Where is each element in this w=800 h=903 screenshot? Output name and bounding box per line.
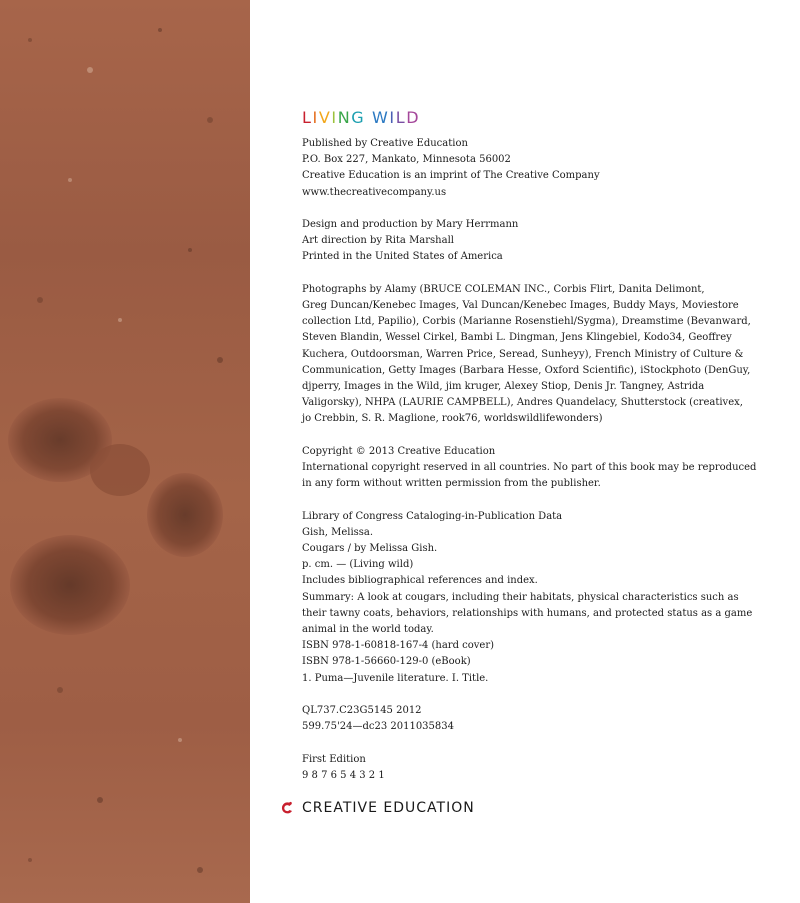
- classification-numbers: [302, 703, 742, 735]
- photo-credit-line: Communication, Getty Images (Barbara Hesse, Oxford Scientific), iStockphoto (DenGuy,: [302, 364, 751, 376]
- cataloging-line: Library of Congress Cataloging-in-Publication Data: [302, 510, 563, 522]
- photo-credit-line: Steven Blandin, Wessel Cirkel, Bambi L. Dingman, Jens Klingebiel, Kodo34, Geoffrey: [302, 332, 732, 344]
- series-title-letter: V: [318, 108, 332, 127]
- cataloging-line: p. cm. — (Living wild): [302, 559, 414, 571]
- series-title-letter: N: [337, 108, 352, 127]
- production-line: Design and production by Mary Herrmann: [302, 219, 519, 230]
- series-title-letter: I: [312, 108, 319, 127]
- series-title-letter: I: [331, 108, 338, 127]
- series-title-letter: [365, 108, 372, 127]
- photo-credit-line: djperry, Images in the Wild, jim kruger, Alexey Stiop, Denis Jr. Tangney, Astrida: [302, 381, 705, 393]
- publisher-website: www.thecreativecompany.us: [302, 186, 447, 198]
- copyright-page-text: [302, 136, 757, 784]
- photo-credit-line: collection Ltd, Papilio), Corbis (Marianne Rosenstiehl/Sygma), Dreamstime (Bevanward,: [302, 316, 751, 328]
- series-title-letter: G: [351, 108, 366, 127]
- photo-credit-line: Valigorsky), NHPA (LAURIE CAMPBELL), Andres Quandelacy, Shutterstock (creativex,: [302, 397, 743, 409]
- cataloging-line: Includes bibliographical references and index.: [302, 575, 538, 587]
- copyright-line: Copyright © 2013 Creative Education: [302, 445, 496, 457]
- cataloging-line: their tawny coats, behaviors, relationships with humans, and protected status as a game: [302, 607, 753, 619]
- copyright-notice: [302, 444, 757, 493]
- edition-line: First Edition: [302, 753, 366, 765]
- creative-education-mark-icon: [280, 801, 294, 815]
- cataloging-line: 1. Puma—Juvenile literature. I. Title.: [302, 672, 489, 684]
- cataloging-line: Gish, Melissa.: [302, 526, 374, 538]
- photo-credit-line: Greg Duncan/Kenebec Images, Val Duncan/Kenebec Images, Buddy Mays, Moviestore: [302, 300, 739, 311]
- production-line: Art direction by Rita Marshall: [302, 235, 454, 247]
- photo-credit-line: Photographs by Alamy (BRUCE COLEMAN INC., Corbis Flirt, Danita Delimont,: [302, 283, 705, 295]
- series-title-letter: L: [395, 108, 407, 127]
- copyright-line: in any form without written permission from the publisher.: [302, 478, 601, 490]
- production-line: Printed in the United States of America: [302, 251, 503, 263]
- photo-credit-line: Kuchera, Outdoorsman, Warren Price, Seread, Sunheyy), French Ministry of Culture &: [302, 348, 744, 360]
- cataloging-line: ISBN 978-1-56660-129-0 (eBook): [302, 656, 471, 668]
- classification-line: QL737.C23G5145 2012: [302, 705, 422, 717]
- cataloging-line: animal in the world today.: [302, 624, 434, 636]
- cataloging-line: Summary: A look at cougars, including their habitats, physical characteristics such as: [302, 591, 739, 603]
- cover-photo-paw-print: [0, 0, 250, 903]
- publisher-logo-name: CREATIVE EDUCATION: [302, 800, 475, 816]
- publisher-line: P.O. Box 227, Mankato, Minnesota 56002: [302, 154, 511, 166]
- creative-education-logo: [280, 799, 475, 817]
- printing-line: 9 8 7 6 5 4 3 2 1: [302, 769, 385, 781]
- copyright-line: International copyright reserved in all countries. No part of this book may be reproduced: [302, 462, 757, 474]
- series-title-letter: L: [302, 108, 313, 127]
- cataloging-data: [302, 509, 753, 687]
- series-title-letter: I: [389, 108, 396, 127]
- cataloging-line: ISBN 978-1-60818-167-4 (hard cover): [302, 640, 495, 652]
- series-title-letter: D: [406, 108, 421, 127]
- series-title: [302, 108, 420, 127]
- publisher-line: Published by Creative Education: [302, 138, 468, 149]
- photo-credit-line: jo Crebbin, S. R. Maglione, rook76, worldswildlifewonders): [302, 413, 603, 425]
- publisher-line: Creative Education is an imprint of The Creative Company: [302, 170, 600, 182]
- classification-line: 599.75'24—dc23 2011035834: [302, 721, 454, 733]
- cataloging-line: Cougars / by Melissa Gish.: [302, 543, 438, 555]
- photo-credits: [302, 282, 751, 428]
- series-title-letter: W: [371, 108, 390, 127]
- paw-print-in-dirt-image: [0, 0, 250, 903]
